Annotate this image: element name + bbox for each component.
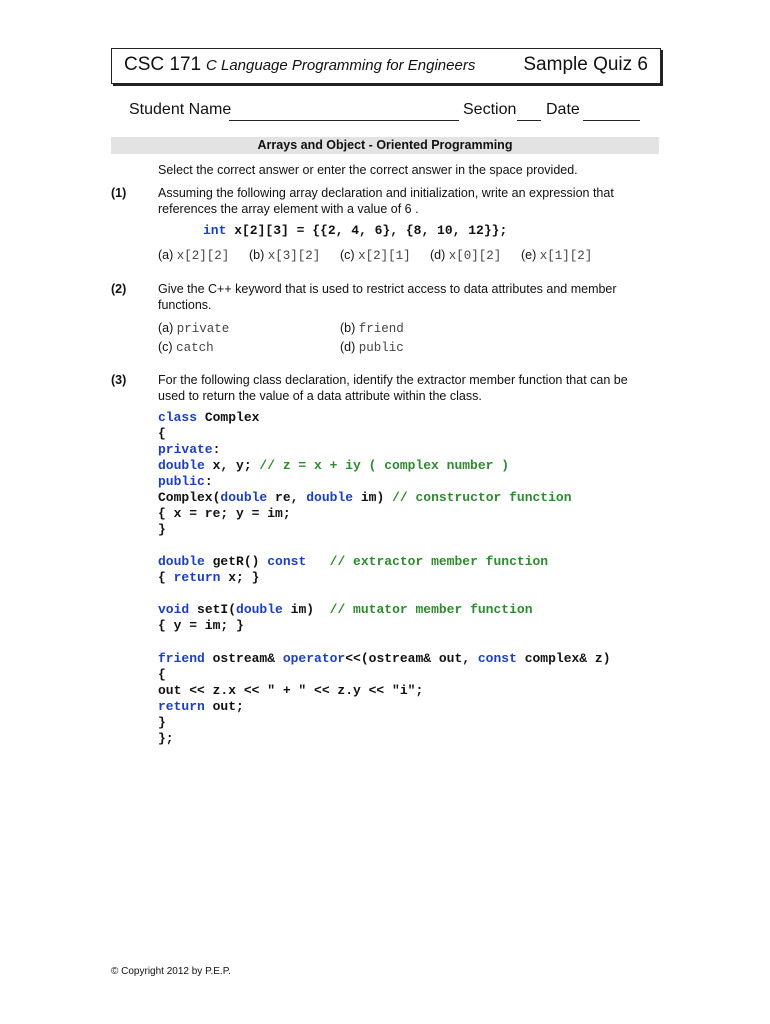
code-line-7: { x = re; y = im; xyxy=(158,506,291,521)
question-1-code: int x[2][3] = {{2, 4, 6}, {8, 10, 12}}; xyxy=(203,223,508,238)
question-1-text: Assuming the following array declaration and initialization, write an expression that references the array element with a value of 6 . xyxy=(158,186,614,216)
question-3-text: For the following class declaration, identify the extractor member function that can be used to return the value of a data attribute within the class. xyxy=(158,373,628,403)
code-line-4: double x, y; // z = x + iy ( complex number ) xyxy=(158,458,510,473)
header-box xyxy=(111,48,661,84)
student-name-blank[interactable] xyxy=(229,120,459,121)
q2-option-b[interactable]: (b) friend xyxy=(340,321,404,336)
q2-option-d[interactable]: (d) public xyxy=(340,340,404,355)
code-line-1: class Complex xyxy=(158,410,260,425)
date-label: Date xyxy=(546,101,580,118)
date-blank[interactable] xyxy=(583,120,640,121)
q1-option-a[interactable]: (a) x[2][2] xyxy=(158,248,230,263)
student-name-label: Student Name xyxy=(129,101,232,118)
q1-option-e[interactable]: (e) x[1][2] xyxy=(521,248,593,263)
code-line-14: { xyxy=(158,667,166,682)
question-2-number: (2) xyxy=(111,282,127,296)
code-line-13: friend ostream& operator<<(ostream& out, const complex& z) xyxy=(158,651,611,666)
q2-option-a[interactable]: (a) private xyxy=(158,321,230,336)
code-line-17: } xyxy=(158,715,166,730)
q2-option-c[interactable]: (c) catch xyxy=(158,340,214,355)
question-3-number: (3) xyxy=(111,373,127,387)
code-line-8: } xyxy=(158,522,166,537)
section-blank[interactable] xyxy=(517,120,541,121)
code-line-15: out << z.x << " + " << z.y << "i"; xyxy=(158,683,424,698)
code-line-2: { xyxy=(158,426,166,441)
code-line-11: void setI(double im) // mutator member function xyxy=(158,602,533,617)
code-line-16: return out; xyxy=(158,699,244,714)
code-line-6: Complex(double re, double im) // constructor function xyxy=(158,490,572,505)
topic-heading: Arrays and Object - Oriented Programming xyxy=(111,137,659,154)
code-line-18: }; xyxy=(158,731,174,746)
code-line-12: { y = im; } xyxy=(158,618,244,633)
code-line-9: double getR() const // extractor member function xyxy=(158,554,549,569)
copyright-footer: © Copyright 2012 by P.E.P. xyxy=(111,966,231,977)
section-label: Section xyxy=(463,101,517,118)
q1-option-c[interactable]: (c) x[2][1] xyxy=(340,248,411,263)
q1-option-d[interactable]: (d) x[0][2] xyxy=(430,248,502,263)
course-title: C Language Programming for Engineers xyxy=(206,57,476,74)
q1-option-b[interactable]: (b) x[3][2] xyxy=(249,248,321,263)
code-line-3: private: xyxy=(158,442,221,457)
quiz-title: Sample Quiz 6 xyxy=(523,54,648,75)
code-line-5: public: xyxy=(158,474,213,489)
course-code: CSC 171 xyxy=(124,54,202,75)
instructions: Select the correct answer or enter the correct answer in the space provided. xyxy=(158,163,578,177)
code-line-10: { return x; } xyxy=(158,570,260,585)
question-2-text: Give the C++ keyword that is used to restrict access to data attributes and member functions. xyxy=(158,282,617,312)
question-1-number: (1) xyxy=(111,186,127,200)
